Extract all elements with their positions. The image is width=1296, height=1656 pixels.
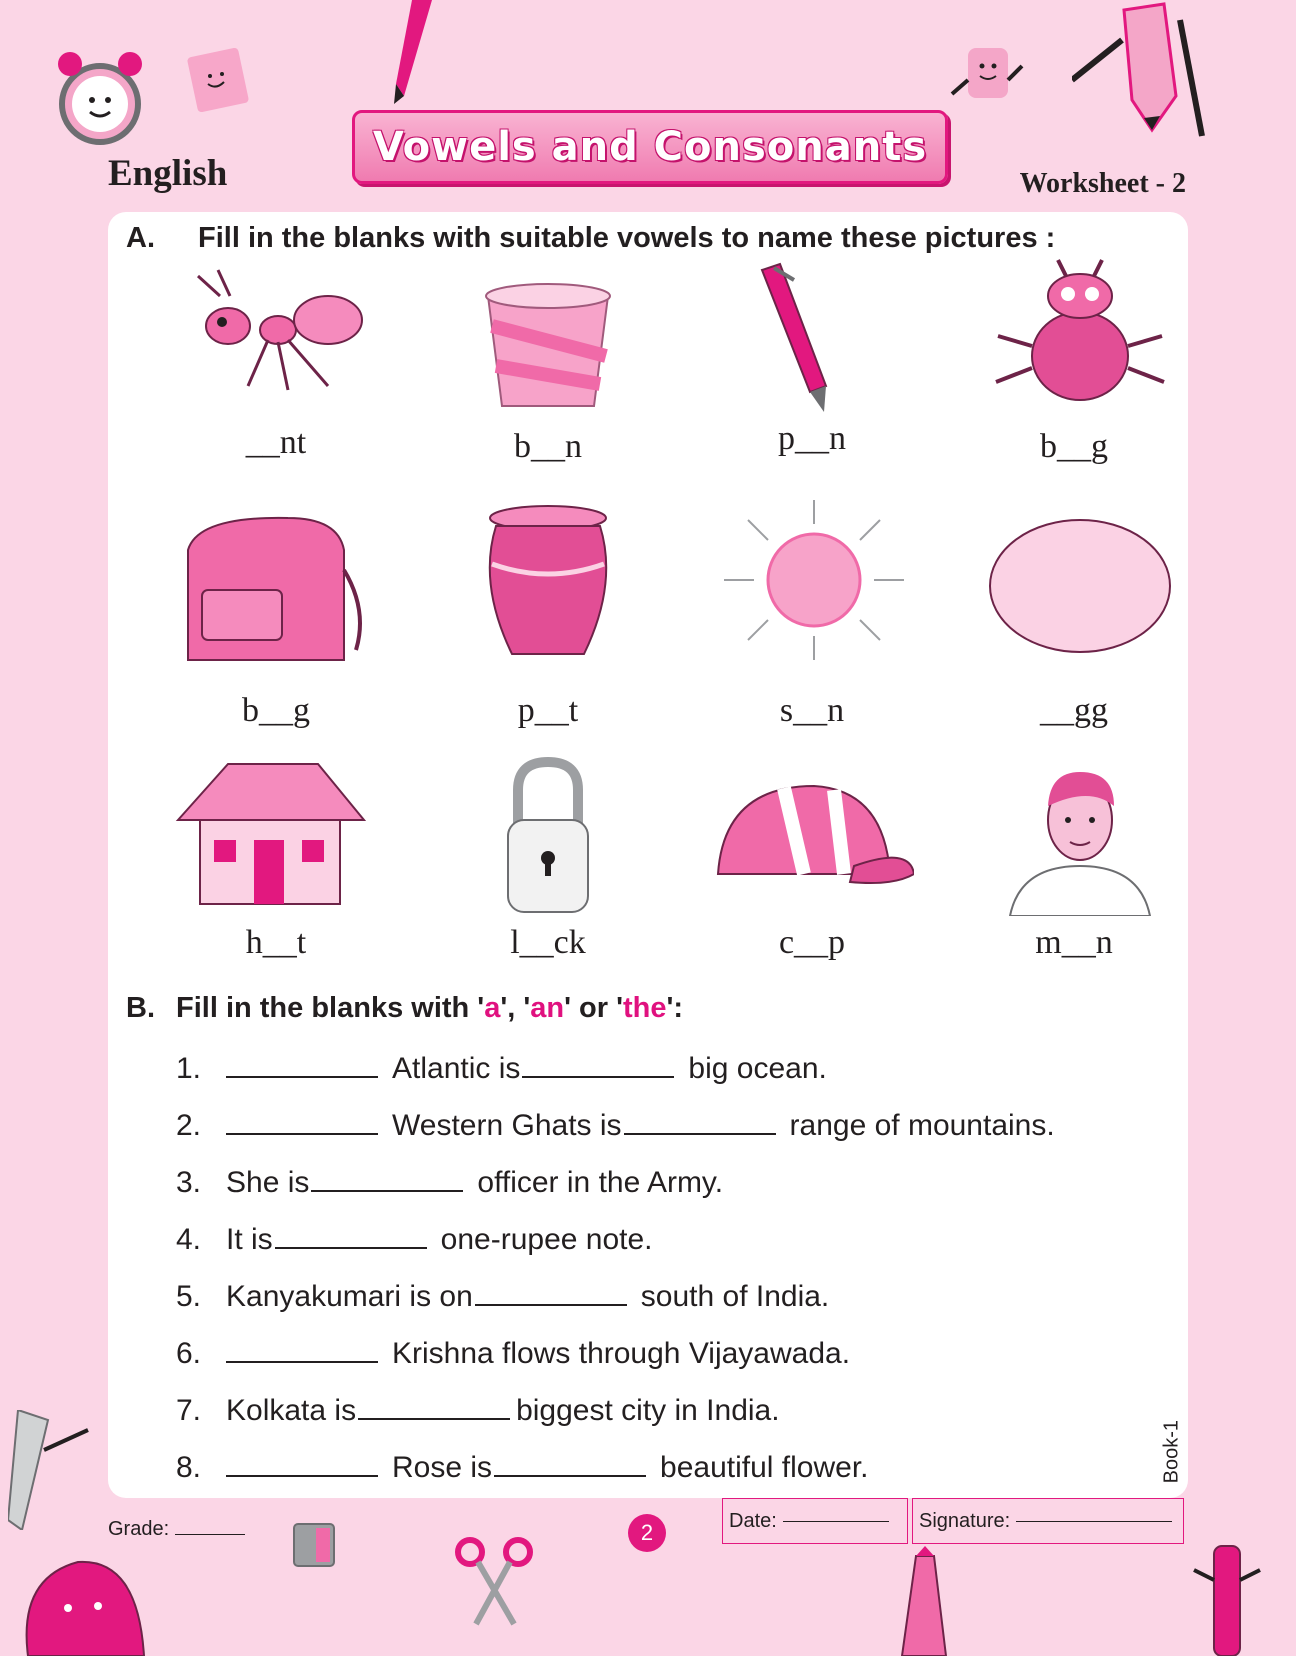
egg-picture xyxy=(980,510,1180,670)
answer-blank[interactable] xyxy=(226,1359,378,1363)
word-bag: b__g xyxy=(242,692,310,729)
question-text: Western Ghats is xyxy=(392,1109,622,1142)
question-text: biggest city in India. xyxy=(516,1394,780,1427)
question-text: officer in the Army. xyxy=(477,1166,724,1199)
sun-icon xyxy=(714,500,914,660)
cap-icon xyxy=(714,770,914,930)
question-2 xyxy=(176,1109,1055,1143)
answer-blank[interactable] xyxy=(311,1188,463,1192)
answer-blank[interactable] xyxy=(226,1473,378,1477)
scissors-icon xyxy=(454,1534,536,1626)
question-3 xyxy=(176,1166,723,1200)
question-number: 4. xyxy=(176,1223,202,1256)
hut-picture xyxy=(168,756,368,916)
alarm-clock-icon xyxy=(52,46,148,152)
page-title: Vowels and Consonants xyxy=(372,124,928,170)
word-pen: p__n xyxy=(778,420,846,457)
notepad-icon xyxy=(178,46,258,120)
question-number: 1. xyxy=(176,1052,202,1085)
grade-line[interactable] xyxy=(175,1533,245,1535)
worksheet-label: Worksheet - 2 xyxy=(1019,168,1186,199)
question-number: 8. xyxy=(176,1451,202,1484)
question-text: Kanyakumari is on xyxy=(226,1280,473,1313)
bin-picture xyxy=(448,256,648,416)
bag-icon xyxy=(168,510,368,670)
answer-blank[interactable] xyxy=(226,1131,378,1135)
word-lock: l__ck xyxy=(510,924,586,961)
question-text: range of mountains. xyxy=(789,1109,1055,1142)
bag-character-icon xyxy=(18,1548,154,1656)
ant-icon xyxy=(178,256,378,416)
option-a: a xyxy=(484,992,501,1024)
man-picture xyxy=(980,756,1180,916)
question-number: 7. xyxy=(176,1394,202,1427)
answer-blank[interactable] xyxy=(494,1473,646,1477)
question-text: She is xyxy=(226,1166,310,1199)
option-the: the xyxy=(623,992,667,1024)
section-b-letter: B. xyxy=(126,992,155,1024)
question-number: 6. xyxy=(176,1337,202,1370)
signature-line[interactable] xyxy=(1016,1520,1172,1522)
question-4 xyxy=(176,1223,653,1257)
pen-picture xyxy=(714,256,914,416)
date-box xyxy=(722,1498,908,1544)
question-number: 2. xyxy=(176,1109,202,1142)
date-label: Date: xyxy=(729,1509,777,1532)
question-8 xyxy=(176,1451,869,1485)
word-hut: h__t xyxy=(245,924,307,961)
pen-character-icon xyxy=(1192,1540,1262,1656)
lock-picture xyxy=(448,756,648,916)
pencil-character-icon xyxy=(1072,0,1212,140)
question-text: Rose is xyxy=(392,1451,493,1484)
section-b-instruction xyxy=(176,992,683,1025)
sharpener-icon xyxy=(284,1518,344,1584)
separator-1: ', ' xyxy=(500,992,531,1024)
question-1 xyxy=(176,1052,827,1086)
page-number: 2 xyxy=(628,1514,666,1552)
answer-blank[interactable] xyxy=(475,1302,627,1306)
bin-icon xyxy=(448,256,648,416)
egg-icon xyxy=(980,510,1180,670)
question-6 xyxy=(176,1337,850,1371)
pencil-icon xyxy=(382,0,442,106)
word-bin: b__n xyxy=(514,428,582,465)
word-sun: s__n xyxy=(779,692,845,729)
word-ant: __nt xyxy=(245,424,307,461)
signature-label: Signature: xyxy=(919,1509,1011,1532)
title-banner xyxy=(352,110,948,184)
lock-icon xyxy=(448,756,648,916)
question-5 xyxy=(176,1280,829,1314)
instruction-start: Fill in the blanks with ' xyxy=(176,992,485,1024)
pen-icon xyxy=(714,256,914,416)
answer-blank[interactable] xyxy=(226,1074,378,1078)
cap-picture xyxy=(714,770,914,930)
answer-blank[interactable] xyxy=(358,1416,510,1420)
question-text: south of India. xyxy=(640,1280,830,1313)
man-icon xyxy=(980,756,1180,916)
question-text: beautiful flower. xyxy=(660,1451,869,1484)
word-bug: b__g xyxy=(1040,428,1108,465)
answer-blank[interactable] xyxy=(624,1131,776,1135)
question-number: 3. xyxy=(176,1166,202,1199)
answer-blank[interactable] xyxy=(522,1074,674,1078)
subject-label: English xyxy=(108,153,228,194)
pot-icon xyxy=(448,504,648,664)
question-text: big ocean. xyxy=(688,1052,827,1085)
bag-picture xyxy=(168,510,368,670)
separator-2: ' or ' xyxy=(564,992,623,1024)
question-number: 5. xyxy=(176,1280,202,1313)
eraser-character-icon xyxy=(946,40,1026,120)
ruler-character-icon xyxy=(8,1410,92,1530)
question-text: Kolkata is xyxy=(226,1394,357,1427)
bug-icon xyxy=(980,256,1180,416)
option-an: an xyxy=(530,992,565,1024)
pot-picture xyxy=(448,504,648,664)
word-egg: __gg xyxy=(1040,692,1108,729)
grade-field xyxy=(108,1518,245,1541)
sun-picture xyxy=(714,500,914,660)
book-label: Book-1 xyxy=(1160,1420,1182,1484)
word-man: m__n xyxy=(1035,924,1113,961)
hut-icon xyxy=(168,756,368,916)
word-cap: c__p xyxy=(778,924,846,961)
section-b-heading xyxy=(126,992,684,1025)
signature-box xyxy=(912,1498,1184,1544)
word-pot: p__t xyxy=(517,692,579,729)
crayon-character-icon xyxy=(886,1546,962,1656)
question-text: Atlantic is xyxy=(392,1052,521,1085)
grade-label: Grade: xyxy=(108,1518,170,1540)
ant-picture xyxy=(178,256,378,416)
section-a-letter: A. xyxy=(126,222,155,254)
bug-picture xyxy=(980,256,1180,416)
answer-blank[interactable] xyxy=(275,1245,427,1249)
section-a-instruction: Fill in the blanks with suitable vowels to name these pictures : xyxy=(198,222,1056,254)
question-7 xyxy=(176,1394,780,1428)
question-text: Krishna flows through Vijayawada. xyxy=(392,1337,851,1370)
date-line[interactable] xyxy=(783,1520,889,1522)
section-a-heading xyxy=(126,222,1056,255)
instruction-end: ': xyxy=(666,992,684,1024)
question-text: It is xyxy=(226,1223,273,1256)
question-text: one-rupee note. xyxy=(440,1223,653,1256)
